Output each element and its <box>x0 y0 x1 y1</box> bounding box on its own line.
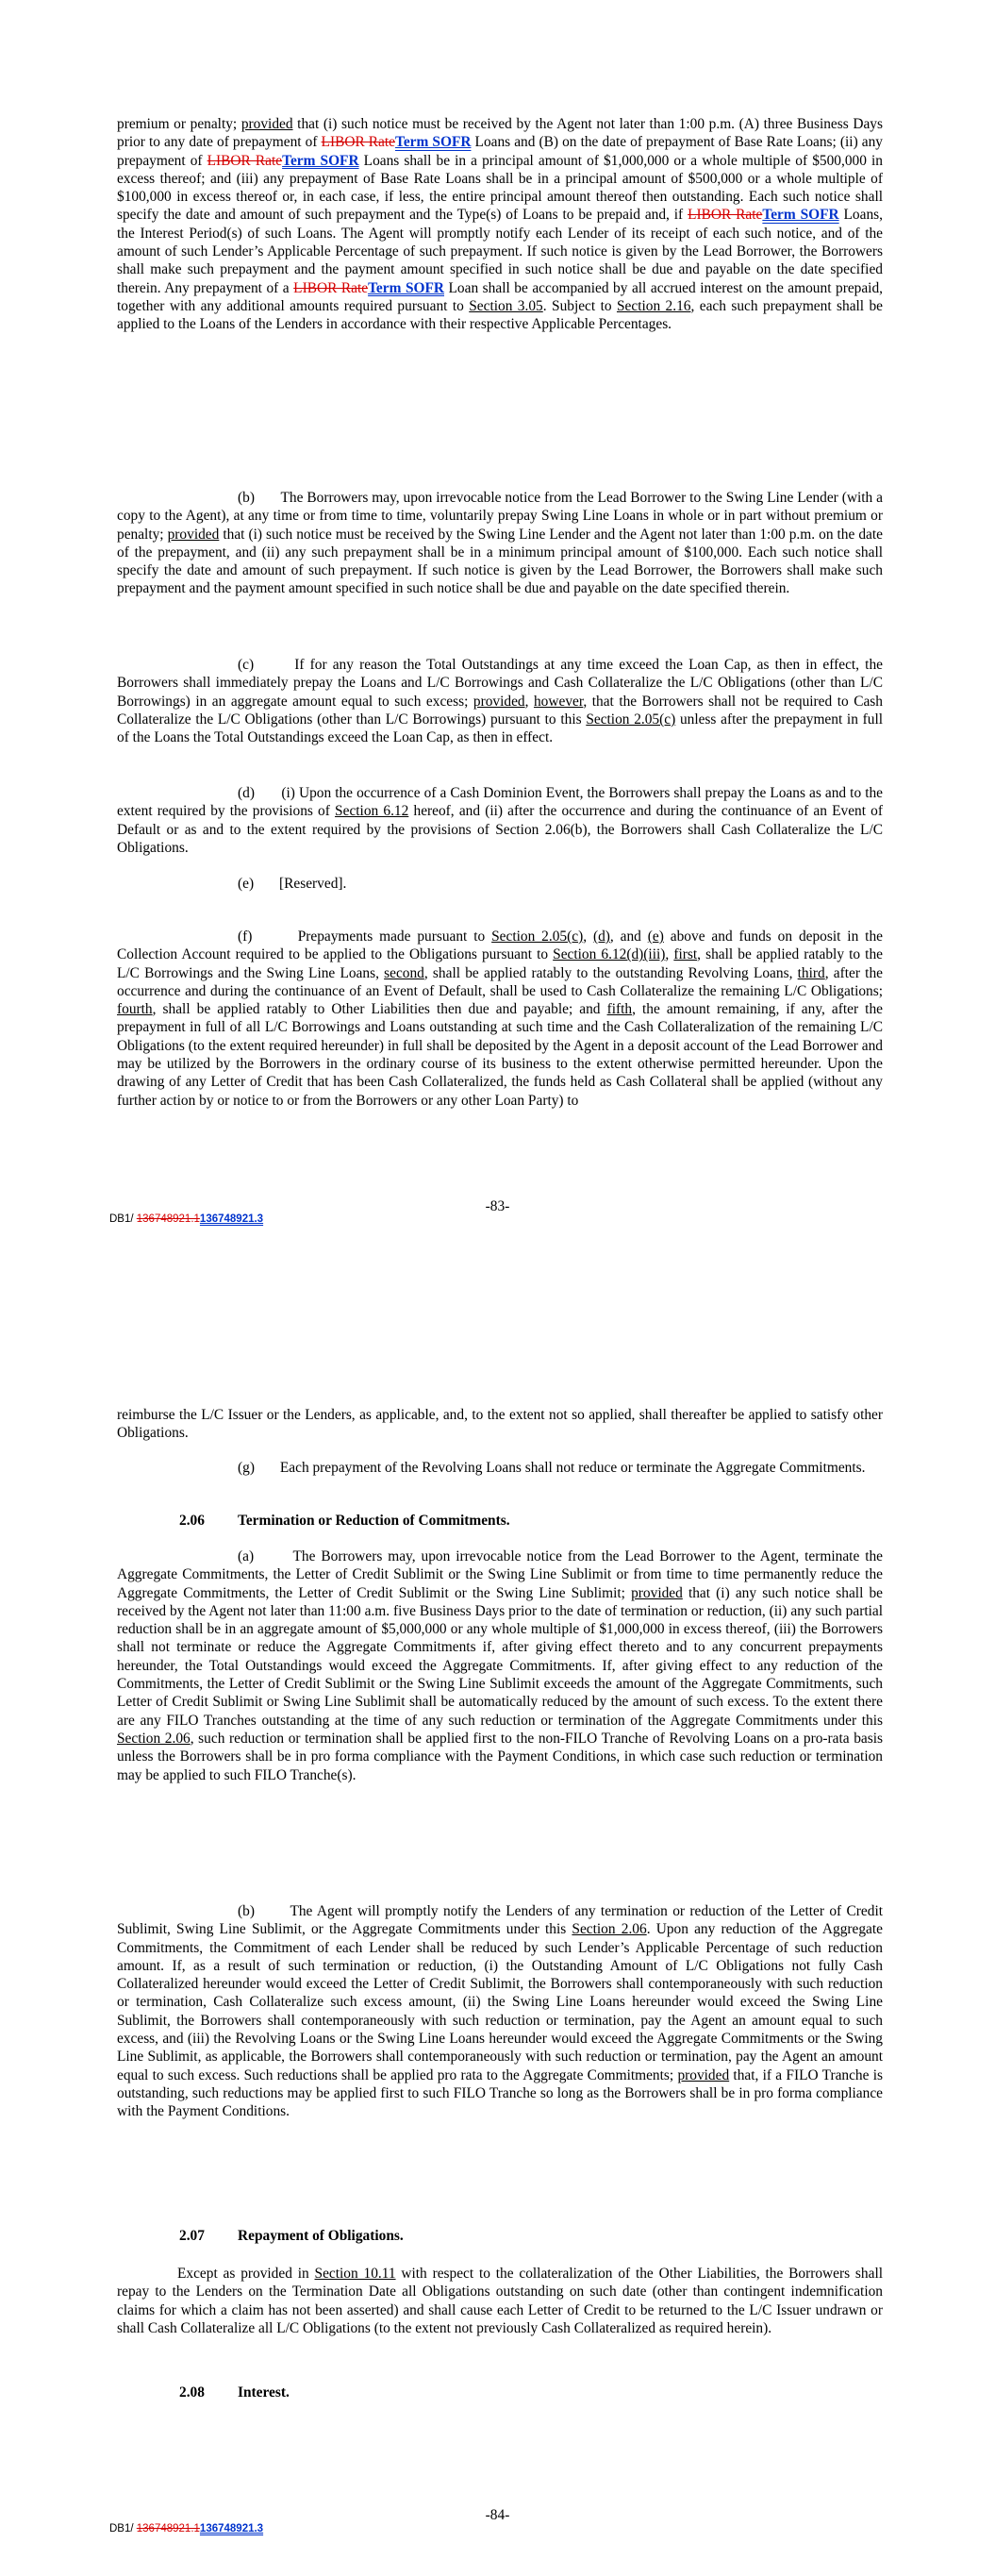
paragraph-a-termination <box>117 1547 883 1784</box>
paragraph-continuation <box>117 1406 883 1443</box>
term-provided: provided <box>631 1584 683 1601</box>
deleted-text: LIBOR Rate <box>293 279 369 296</box>
paragraph-prepayment-notice <box>117 115 883 334</box>
term-provided: provided <box>677 2066 730 2083</box>
text: (d) (i) Upon the occurrence of a Cash Dominion Event, the Borrowers shall prepay the Loans as and to the extent required by the provisions of <box>117 785 883 820</box>
text: . Upon any reduction of the Aggregate Commitments, the Commitment of each Lender shall be reduced by such Lender’s Applicable Percentage of such reduction amount. If, as a result of such termination or reduction, (i) the Outstanding Amount of L/C Obligations not fully Cash Collateralized hereunder would exceed the Letter of Credit Sublimit, the Borrowers shall contemporaneously with such reduction or termination, Cash Collateralize such excess amount, (ii) the Swing Line Loans hereunder would exceed the Swing Line Sublimit, the Borrowers shall contemporaneously with such reduction or termination, pay the Agent an amount equal to such excess, and (iii) the Revolving Loans or the Swing Line Loans hereunder would exceed the Aggregate Commitments or the Swing Line Sublimit, as applicable, the Borrowers shall contemporaneously with such reduction or termination, pay the Agent an amount equal to such excess. Such reductions shall be applied pro rata to the Aggregate Commitments; <box>117 1921 883 2083</box>
text: (g) Each prepayment of the Revolving Loans shall not reduce or terminate the Aggregate Commitments. <box>238 1460 866 1476</box>
inserted-text: Term SOFR <box>762 207 839 224</box>
text: Except as provided in <box>177 2266 315 2282</box>
text: unless after the prepayment in full of the Loans the Total Outstandings exceed the Loan Cap, as then in effect. <box>117 711 883 746</box>
section-reference: Section 2.06 <box>572 1921 647 1938</box>
text: above and funds on deposit in the Collection Account required to be applied to the Obligations pursuant to <box>117 928 883 963</box>
paragraph-c-loan-cap <box>117 656 883 746</box>
text: . Subject to <box>542 297 617 314</box>
text: premium or penalty; <box>117 116 241 132</box>
text: (a) The Borrowers may, upon irrevocable notice from the Lead Borrower to the Agent, terminate the Aggregate Commitments, the Letter of Credit Sublimit or the Swing Line Sublimit or from time to time permanently reduce the Aggregate Commitments, the Letter of Credit Sublimit or the Swing Line Sublimit; <box>117 1548 883 1601</box>
text: , each such prepayment shall be applied to the Loans of the Lenders in accordance with their respective Applicable Percentages. <box>117 297 884 333</box>
section-heading-2-07 <box>179 2227 404 2245</box>
page-number: -84- <box>485 2507 510 2523</box>
section-title: Repayment of Obligations. <box>238 2228 404 2244</box>
inserted-text: Term SOFR <box>282 152 359 169</box>
term-provided: provided <box>167 526 220 543</box>
deleted-text: LIBOR Rate <box>688 207 763 224</box>
text: with respect to the collateralization of the Other Liabilities, the Borrowers shall repay to the Lenders on the Termination Date all Obligations outstanding on such date (other than contingent indemnification claims for which a claim has not been asserted) and shall cause each Letter of Credit to be returned to the L/C Issuer undrawn or shall Cash Collateralize all L/C Obligations (to the extent not previously Cash Collateralized as required herein). <box>117 2266 883 2336</box>
text: , <box>583 928 593 945</box>
text: , shall be applied ratably to the L/C Borrowings and the Swing Line Loans, <box>117 946 883 981</box>
page-84 <box>0 1387 995 2576</box>
text: , the amount remaining, if any, after the prepayment in full of all L/C Borrowings and Loans outstanding at such time and the Cash Collateralization of the remaining L/C Obligations (to the extent required hereunder) in full shall be deposited by the Agent in a deposit account of the Lead Borrower and may be utilized by the Borrowers in the ordinary course of its business to the extent otherwise permitted hereunder. Upon the drawing of any Letter of Credit that has been Cash Collateralized, the funds held as Cash Collateral shall be applied (without any further action by or notice to or from the Borrowers or any other Loan Party) to <box>117 1001 883 1109</box>
paragraph-d-cash-dominion <box>117 784 883 857</box>
section-heading-2-06 <box>179 1512 510 1530</box>
paragraph-g-revolving <box>117 1459 883 1477</box>
text: Loans and (B) on the date of prepayment of Base Rate Loans; (ii) any prepayment of <box>117 134 883 169</box>
section-reference: Section 6.12(d)(iii) <box>553 946 666 963</box>
inserted-text: Term SOFR <box>395 134 472 151</box>
text: (b) The Borrowers may, upon irrevocable notice from the Lead Borrower to the Swing Line Lender (with a copy to the Agent), at any time or from time to time, voluntarily prepay Swing Line Loans in whole or in part without premium or penalty; <box>117 490 883 543</box>
document-id-footer <box>109 2523 263 2534</box>
section-reference: Section 2.05(c) <box>491 928 584 945</box>
footer-prefix: DB1/ <box>109 2523 137 2534</box>
deleted-text: LIBOR Rate <box>321 134 395 151</box>
section-number: 2.06 <box>179 1513 205 1529</box>
text: (f) Prepayments made pursuant to <box>238 928 492 945</box>
term-fourth: fourth <box>117 1001 153 1018</box>
section-reference: Section 6.12 <box>335 803 409 820</box>
section-reference: Section 10.11 <box>314 2266 396 2282</box>
deleted-doc-id: 136748921.1 <box>136 2523 200 2534</box>
paragraph-b-notify-lenders <box>117 1902 883 2121</box>
inserted-doc-id: 136748921.3 <box>199 2523 264 2534</box>
term-provided: provided <box>240 116 293 132</box>
term-third: third <box>797 964 825 981</box>
footer-prefix: DB1/ <box>109 1213 137 1225</box>
text: Loans, the Interest Period(s) of such Loans. The Agent will promptly notify each Lender of its receipt of each such notice, and of the amount of such Lender’s Applicable Percentage of such prepayment. If such notice is given by the Lead Borrower, the Borrowers shall make such prepayment and the payment amount specified in such notice shall be due and payable on the date specified therein. Any prepayment of a <box>117 207 883 296</box>
section-reference: Section 2.16 <box>616 297 691 314</box>
section-number: 2.07 <box>179 2228 205 2244</box>
section-title: Termination or Reduction of Commitments. <box>238 1513 510 1529</box>
section-reference: Section 2.06 <box>117 1730 191 1747</box>
term-fifth: fifth <box>606 1001 633 1018</box>
text: that (i) such notice must be received by the Swing Line Lender and the Agent not later than 1:00 p.m. on the date of the prepayment, and (ii) any such prepayment shall be in a minimum principal amount of $100,000. Each such notice shall specify the date and amount of such prepayment. If such notice is given by the Lead Borrower, the Borrowers shall make such prepayment and the payment amount specified in such notice shall be due and payable on the date specified therein. <box>117 526 883 597</box>
section-heading-2-08 <box>179 2384 290 2401</box>
inserted-text: Term SOFR <box>368 279 444 296</box>
section-title: Interest. <box>238 2384 290 2400</box>
text: , <box>665 946 674 963</box>
paragraph-b-swing-line <box>117 489 883 598</box>
text: , shall be applied ratably to the outstanding Revolving Loans, <box>423 964 798 981</box>
text: (e) [Reserved]. <box>238 876 347 892</box>
section-reference: Section 2.05(c) <box>586 711 676 728</box>
text: hereof, and (ii) after the occurrence and during the continuance of an Event of Default or as and to the extent required by the provisions of Section 2.06(b), the Borrowers shall Cash Collateralize the L/C Obligations. <box>117 803 883 856</box>
text: (c) If for any reason the Total Outstandings at any time exceed the Loan Cap, as then in effect, the Borrowers shall immediately prepay the Loans and L/C Borrowings and Cash Collateralize the L/C Obligations (other than L/C Borrowings) in an aggregate amount equal to such excess; <box>117 657 883 710</box>
text: , such reduction or termination shall be applied first to the non-FILO Tranche of Revolving Loans on a pro-rata basis unless the Borrowers shall be in pro forma compliance with the Payment Conditions, in which case such reduction or termination may be applied to such FILO Tranche(s). <box>117 1730 883 1783</box>
paragraph-e-reserved <box>117 875 883 893</box>
deleted-doc-id: 136748921.1 <box>136 1213 200 1225</box>
term-second: second <box>384 964 424 981</box>
text: Loans shall be in a principal amount of $1,000,000 or a whole multiple of $500,000 in excess thereof; and (iii) any prepayment of Base Rate Loans shall be in a principal amount of $500,000 or a whole multiple of $100,000 in excess thereof or, in each case, if less, the entire principal amount thereof then outstanding. Each such notice shall specify the date and amount of such prepayment and the Type(s) of Loans to be prepaid and, if <box>117 152 883 224</box>
deleted-text: LIBOR Rate <box>207 152 283 169</box>
page-number: -83- <box>485 1198 510 1214</box>
text: , shall be applied ratably to Other Liabilities then due and payable; and <box>152 1001 607 1018</box>
paragraph-repayment <box>117 2265 883 2337</box>
text: reimburse the L/C Issuer or the Lenders, as applicable, and, to the extent not so applied, shall thereafter be applied to satisfy other Obligations. <box>117 1407 883 1442</box>
text: , and <box>609 928 648 945</box>
text: that, if a FILO Tranche is outstanding, such reductions may be applied first to such FILO Tranche so long as the Borrowers shall be in pro forma compliance with the Payment Conditions. <box>117 2066 883 2120</box>
text: , <box>524 693 534 710</box>
text: , after the occurrence and during the continuance of an Event of Default, shall be used to Cash Collateralize the remaining L/C Obligations; <box>117 964 883 999</box>
section-reference: (e) <box>647 928 664 945</box>
text: that (i) such notice must be received by the Agent not later than 1:00 p.m. (A) three Business Days prior to any date of prepayment of <box>117 116 883 151</box>
document-id-footer <box>109 1213 263 1225</box>
section-reference: (d) <box>592 928 610 945</box>
term-first: first <box>673 946 698 963</box>
inserted-doc-id: 136748921.3 <box>199 1213 264 1225</box>
term-provided: provided <box>473 693 525 710</box>
section-reference: Section 3.05 <box>469 297 543 314</box>
text: Loan shall be accompanied by all accrued interest on the amount prepaid, together with any additional amounts required pursuant to <box>117 279 883 314</box>
paragraph-f-application <box>117 928 883 1110</box>
text: that (i) any such notice shall be received by the Agent not later than 11:00 a.m. five Business Days prior to the date of termination or reduction, (ii) any such partial reduction shall be in an aggregate amount of $5,000,000 or any whole multiple of $1,000,000 in excess thereof, (iii) the Borrowers shall not terminate or reduce the Aggregate Commitments if, after giving effect thereto and to any concurrent prepayments hereunder, the Total Outstandings would exceed the Aggregate Commitments. If, after giving effect to any reduction of the Commitments, the Letter of Credit Sublimit or the Swing Line Sublimit exceeds the amount of the Aggregate Commitments, such Letter of Credit Sublimit or Swing Line Sublimit shall be automatically reduced by the amount of such excess. To the extent there are any FILO Tranches outstanding at the time of any such reduction or termination of the Aggregate Commitments under this <box>117 1584 884 1729</box>
text: (b) The Agent will promptly notify the Lenders of any termination or reduction of the Letter of Credit Sublimit, Swing Line Sublimit, or the Aggregate Commitments under this <box>117 1903 883 1938</box>
term-however: however <box>533 693 584 710</box>
section-number: 2.08 <box>179 2384 205 2400</box>
text: , that the Borrowers shall not be required to Cash Collateralize the L/C Obligations (other than L/C Borrowings) pursuant to this <box>117 693 883 728</box>
